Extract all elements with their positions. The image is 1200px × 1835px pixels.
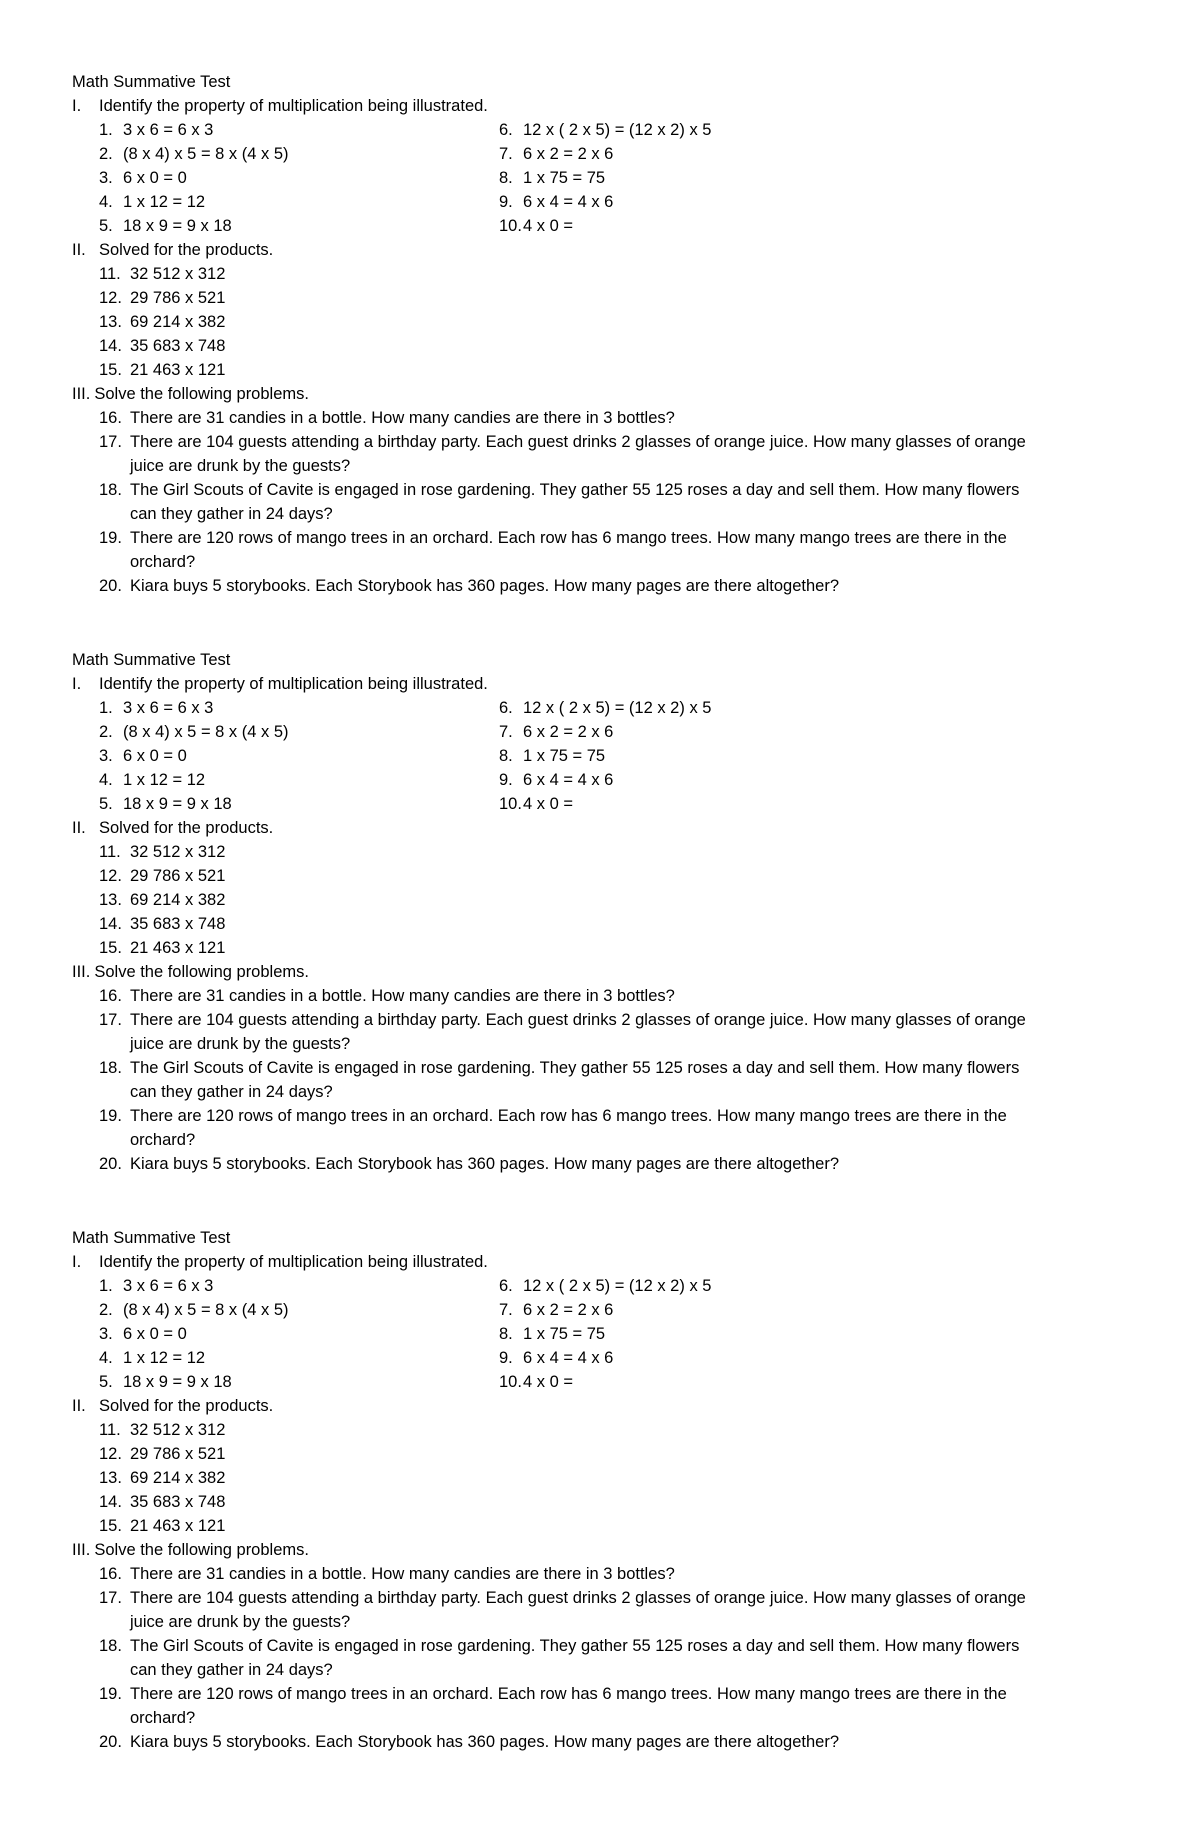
item-number: 17. bbox=[99, 1011, 122, 1029]
list-item bbox=[99, 912, 1072, 936]
list-item bbox=[499, 142, 999, 166]
part-1-right-column bbox=[499, 1274, 999, 1394]
item-number: 5. bbox=[99, 1373, 113, 1391]
item-number: 9. bbox=[499, 193, 513, 211]
part-1-items bbox=[72, 118, 1072, 238]
list-item bbox=[99, 286, 1072, 310]
list-item bbox=[499, 1322, 999, 1346]
part-1-heading bbox=[72, 672, 1072, 696]
item-number: 14. bbox=[99, 915, 122, 933]
list-item bbox=[99, 214, 499, 238]
item-number: 7. bbox=[499, 723, 513, 741]
item-text: 6 x 4 = 4 x 6 bbox=[523, 1349, 614, 1367]
part-1-heading bbox=[72, 1250, 1072, 1274]
list-item bbox=[72, 1056, 1072, 1104]
list-item bbox=[99, 118, 499, 142]
item-text: 18 x 9 = 9 x 18 bbox=[123, 795, 232, 813]
item-text: There are 104 guests attending a birthday party. Each guest drinks 2 glasses of orange juice. How many glasses of orange juice are drunk by the guests? bbox=[130, 1011, 1026, 1053]
item-text: 6 x 0 = 0 bbox=[123, 169, 187, 187]
part-2-heading bbox=[72, 238, 1072, 262]
part-1-numeral: I. bbox=[72, 97, 82, 115]
item-text: 3 x 6 = 6 x 3 bbox=[123, 1277, 214, 1295]
item-text: 12 x ( 2 x 5) = (12 x 2) x 5 bbox=[523, 699, 712, 717]
part-1-heading bbox=[72, 94, 1072, 118]
item-number: 9. bbox=[499, 771, 513, 789]
list-item bbox=[99, 1274, 499, 1298]
item-text: 1 x 12 = 12 bbox=[123, 193, 206, 211]
list-item bbox=[99, 1370, 499, 1394]
item-text: (8 x 4) x 5 = 8 x (4 x 5) bbox=[123, 723, 289, 741]
item-text: 35 683 x 748 bbox=[130, 915, 226, 933]
item-number: 16. bbox=[99, 409, 122, 427]
part-1-heading-text: Identify the property of multiplication being illustrated. bbox=[99, 675, 488, 693]
part-3-items bbox=[72, 1562, 1072, 1754]
item-number: 15. bbox=[99, 1517, 122, 1535]
item-number: 5. bbox=[99, 217, 113, 235]
part-2-numeral: II. bbox=[72, 819, 86, 837]
part-3-heading-text: Solve the following problems. bbox=[94, 385, 309, 403]
item-text: 6 x 4 = 4 x 6 bbox=[523, 193, 614, 211]
item-text: 1 x 75 = 75 bbox=[523, 747, 606, 765]
list-item bbox=[99, 1298, 499, 1322]
part-1-left-column bbox=[99, 1274, 499, 1394]
item-text: 12 x ( 2 x 5) = (12 x 2) x 5 bbox=[523, 121, 712, 139]
item-number: 14. bbox=[99, 1493, 122, 1511]
item-text: 32 512 x 312 bbox=[130, 265, 226, 283]
item-text: There are 31 candies in a bottle. How many candies are there in 3 bottles? bbox=[130, 1565, 675, 1583]
list-item bbox=[499, 1346, 999, 1370]
item-text: (8 x 4) x 5 = 8 x (4 x 5) bbox=[123, 145, 289, 163]
item-text: 12 x ( 2 x 5) = (12 x 2) x 5 bbox=[523, 1277, 712, 1295]
list-item bbox=[499, 118, 999, 142]
part-2-heading bbox=[72, 816, 1072, 840]
item-number: 9. bbox=[499, 1349, 513, 1367]
item-text: 6 x 2 = 2 x 6 bbox=[523, 1301, 614, 1319]
item-text: The Girl Scouts of Cavite is engaged in rose gardening. They gather 55 125 roses a day and sell them. How many flowers can they gather in 24 days? bbox=[130, 1059, 1020, 1101]
item-text: 29 786 x 521 bbox=[130, 867, 226, 885]
item-text: 3 x 6 = 6 x 3 bbox=[123, 121, 214, 139]
list-item bbox=[99, 1346, 499, 1370]
item-text: 69 214 x 382 bbox=[130, 313, 226, 331]
part-3-heading bbox=[72, 382, 1072, 406]
item-text: There are 120 rows of mango trees in an orchard. Each row has 6 mango trees. How many mango trees are there in the orchard? bbox=[130, 1685, 1007, 1727]
item-text: 1 x 75 = 75 bbox=[523, 169, 606, 187]
item-number: 11. bbox=[99, 265, 121, 283]
item-number: 11. bbox=[99, 843, 121, 861]
item-number: 20. bbox=[99, 1733, 122, 1751]
item-number: 20. bbox=[99, 577, 122, 595]
list-item bbox=[72, 526, 1072, 574]
item-text: 1 x 12 = 12 bbox=[123, 771, 206, 789]
item-number: 6. bbox=[499, 121, 513, 139]
part-2-items bbox=[72, 1418, 1072, 1538]
item-number: 6. bbox=[499, 1277, 513, 1295]
item-number: 1. bbox=[99, 121, 113, 139]
part-2-heading bbox=[72, 1394, 1072, 1418]
list-item bbox=[99, 840, 1072, 864]
part-1-numeral: I. bbox=[72, 1253, 82, 1271]
item-number: 3. bbox=[99, 747, 113, 765]
part-2-heading-text: Solved for the products. bbox=[99, 241, 274, 259]
item-text: 69 214 x 382 bbox=[130, 891, 226, 909]
item-text: The Girl Scouts of Cavite is engaged in rose gardening. They gather 55 125 roses a day and sell them. How many flowers can they gather in 24 days? bbox=[130, 481, 1020, 523]
item-number: 11. bbox=[99, 1421, 121, 1439]
item-text: 6 x 0 = 0 bbox=[123, 747, 187, 765]
part-1-heading-text: Identify the property of multiplication being illustrated. bbox=[99, 1253, 488, 1271]
item-text: 21 463 x 121 bbox=[130, 361, 226, 379]
item-text: 6 x 2 = 2 x 6 bbox=[523, 723, 614, 741]
part-1-items bbox=[72, 1274, 1072, 1394]
item-number: 8. bbox=[499, 1325, 513, 1343]
item-number: 3. bbox=[99, 169, 113, 187]
item-number: 7. bbox=[499, 145, 513, 163]
list-item bbox=[99, 936, 1072, 960]
list-item bbox=[99, 310, 1072, 334]
list-item bbox=[99, 1418, 1072, 1442]
test-title: Math Summative Test bbox=[72, 1229, 231, 1247]
list-item bbox=[99, 142, 499, 166]
list-item bbox=[99, 696, 499, 720]
list-item bbox=[499, 1298, 999, 1322]
part-3-heading-text: Solve the following problems. bbox=[94, 1541, 309, 1559]
list-item bbox=[499, 696, 999, 720]
item-number: 19. bbox=[99, 529, 122, 547]
item-number: 2. bbox=[99, 145, 113, 163]
list-item bbox=[72, 478, 1072, 526]
list-item bbox=[99, 190, 499, 214]
item-text: 1 x 12 = 12 bbox=[123, 1349, 206, 1367]
item-text: Kiara buys 5 storybooks. Each Storybook has 360 pages. How many pages are there altogether? bbox=[130, 1733, 840, 1751]
item-number: 4. bbox=[99, 771, 113, 789]
part-1-right-column bbox=[499, 118, 999, 238]
list-item bbox=[72, 406, 1072, 430]
test-title: Math Summative Test bbox=[72, 651, 231, 669]
list-item bbox=[99, 166, 499, 190]
item-text: 35 683 x 748 bbox=[130, 1493, 226, 1511]
item-text: 4 x 0 = bbox=[523, 217, 573, 235]
summative-test-copy-3 bbox=[72, 1226, 1072, 1754]
part-3-items bbox=[72, 984, 1072, 1176]
list-item bbox=[99, 334, 1072, 358]
item-text: 32 512 x 312 bbox=[130, 843, 226, 861]
part-2-items bbox=[72, 262, 1072, 382]
part-1-left-column bbox=[99, 696, 499, 816]
item-number: 2. bbox=[99, 723, 113, 741]
item-number: 13. bbox=[99, 1469, 122, 1487]
list-item bbox=[499, 768, 999, 792]
item-number: 3. bbox=[99, 1325, 113, 1343]
item-text: 6 x 0 = 0 bbox=[123, 1325, 187, 1343]
item-number: 4. bbox=[99, 1349, 113, 1367]
list-item bbox=[499, 1370, 999, 1394]
item-number: 8. bbox=[499, 747, 513, 765]
list-item bbox=[99, 1466, 1072, 1490]
part-1-left-column bbox=[99, 118, 499, 238]
list-item bbox=[499, 792, 999, 816]
list-item bbox=[99, 1514, 1072, 1538]
item-text: There are 120 rows of mango trees in an orchard. Each row has 6 mango trees. How many mango trees are there in the orchard? bbox=[130, 1107, 1007, 1149]
list-item bbox=[499, 720, 999, 744]
list-item bbox=[99, 744, 499, 768]
item-text: 69 214 x 382 bbox=[130, 1469, 226, 1487]
item-number: 10. bbox=[499, 795, 522, 813]
part-2-items bbox=[72, 840, 1072, 960]
item-number: 12. bbox=[99, 289, 122, 307]
item-text: 29 786 x 521 bbox=[130, 289, 226, 307]
summative-test-copy-1 bbox=[72, 70, 1072, 598]
item-text: 21 463 x 121 bbox=[130, 1517, 226, 1535]
item-number: 6. bbox=[499, 699, 513, 717]
item-text: Kiara buys 5 storybooks. Each Storybook has 360 pages. How many pages are there altogether? bbox=[130, 1155, 840, 1173]
item-number: 8. bbox=[499, 169, 513, 187]
item-number: 16. bbox=[99, 987, 122, 1005]
list-item bbox=[99, 1322, 499, 1346]
item-number: 16. bbox=[99, 1565, 122, 1583]
list-item bbox=[99, 1442, 1072, 1466]
item-number: 17. bbox=[99, 1589, 122, 1607]
item-text: 21 463 x 121 bbox=[130, 939, 226, 957]
item-text: 32 512 x 312 bbox=[130, 1421, 226, 1439]
list-item bbox=[72, 574, 1072, 598]
test-title: Math Summative Test bbox=[72, 73, 231, 91]
part-2-heading-text: Solved for the products. bbox=[99, 819, 274, 837]
list-item bbox=[72, 1682, 1072, 1730]
item-text: 29 786 x 521 bbox=[130, 1445, 226, 1463]
list-item bbox=[99, 358, 1072, 382]
item-text: (8 x 4) x 5 = 8 x (4 x 5) bbox=[123, 1301, 289, 1319]
item-number: 15. bbox=[99, 939, 122, 957]
item-text: Kiara buys 5 storybooks. Each Storybook has 360 pages. How many pages are there altogether? bbox=[130, 577, 840, 595]
part-3-items bbox=[72, 406, 1072, 598]
list-item bbox=[99, 1490, 1072, 1514]
item-number: 1. bbox=[99, 699, 113, 717]
item-text: There are 104 guests attending a birthday party. Each guest drinks 2 glasses of orange juice. How many glasses of orange juice are drunk by the guests? bbox=[130, 1589, 1026, 1631]
part-1-right-column bbox=[499, 696, 999, 816]
list-item bbox=[72, 1008, 1072, 1056]
item-number: 13. bbox=[99, 891, 122, 909]
list-item bbox=[72, 1634, 1072, 1682]
item-number: 18. bbox=[99, 481, 122, 499]
list-item bbox=[499, 1274, 999, 1298]
item-number: 10. bbox=[499, 217, 522, 235]
item-number: 1. bbox=[99, 1277, 113, 1295]
list-item bbox=[99, 888, 1072, 912]
part-3-heading bbox=[72, 1538, 1072, 1562]
part-3-heading-text: Solve the following problems. bbox=[94, 963, 309, 981]
part-2-heading-text: Solved for the products. bbox=[99, 1397, 274, 1415]
item-text: 3 x 6 = 6 x 3 bbox=[123, 699, 214, 717]
list-item bbox=[99, 864, 1072, 888]
item-number: 19. bbox=[99, 1107, 122, 1125]
item-text: There are 31 candies in a bottle. How many candies are there in 3 bottles? bbox=[130, 987, 675, 1005]
item-number: 18. bbox=[99, 1059, 122, 1077]
item-text: 18 x 9 = 9 x 18 bbox=[123, 217, 232, 235]
item-number: 4. bbox=[99, 193, 113, 211]
part-2-numeral: II. bbox=[72, 1397, 86, 1415]
item-text: 6 x 4 = 4 x 6 bbox=[523, 771, 614, 789]
item-text: There are 104 guests attending a birthday party. Each guest drinks 2 glasses of orange juice. How many glasses of orange juice are drunk by the guests? bbox=[130, 433, 1026, 475]
list-item bbox=[72, 1586, 1072, 1634]
summative-test-copy-2 bbox=[72, 648, 1072, 1176]
item-text: The Girl Scouts of Cavite is engaged in rose gardening. They gather 55 125 roses a day and sell them. How many flowers can they gather in 24 days? bbox=[130, 1637, 1020, 1679]
list-item bbox=[72, 1152, 1072, 1176]
item-text: 18 x 9 = 9 x 18 bbox=[123, 1373, 232, 1391]
item-text: There are 120 rows of mango trees in an orchard. Each row has 6 mango trees. How many mango trees are there in the orchard? bbox=[130, 529, 1007, 571]
item-text: There are 31 candies in a bottle. How many candies are there in 3 bottles? bbox=[130, 409, 675, 427]
item-number: 15. bbox=[99, 361, 122, 379]
item-text: 6 x 2 = 2 x 6 bbox=[523, 145, 614, 163]
list-item bbox=[99, 262, 1072, 286]
item-text: 35 683 x 748 bbox=[130, 337, 226, 355]
part-3-heading bbox=[72, 960, 1072, 984]
item-number: 12. bbox=[99, 1445, 122, 1463]
item-number: 12. bbox=[99, 867, 122, 885]
list-item bbox=[99, 768, 499, 792]
item-number: 14. bbox=[99, 337, 122, 355]
part-1-items bbox=[72, 696, 1072, 816]
list-item bbox=[72, 1730, 1072, 1754]
item-text: 1 x 75 = 75 bbox=[523, 1325, 606, 1343]
part-3-numeral: III. bbox=[72, 385, 91, 403]
item-text: 4 x 0 = bbox=[523, 1373, 573, 1391]
item-number: 2. bbox=[99, 1301, 113, 1319]
list-item bbox=[72, 1562, 1072, 1586]
item-number: 17. bbox=[99, 433, 122, 451]
list-item bbox=[72, 1104, 1072, 1152]
part-1-heading-text: Identify the property of multiplication being illustrated. bbox=[99, 97, 488, 115]
item-number: 7. bbox=[499, 1301, 513, 1319]
item-number: 13. bbox=[99, 313, 122, 331]
item-number: 20. bbox=[99, 1155, 122, 1173]
list-item bbox=[499, 190, 999, 214]
list-item bbox=[499, 744, 999, 768]
list-item bbox=[499, 166, 999, 190]
part-3-numeral: III. bbox=[72, 963, 91, 981]
list-item bbox=[72, 984, 1072, 1008]
item-number: 5. bbox=[99, 795, 113, 813]
item-number: 10. bbox=[499, 1373, 522, 1391]
part-2-numeral: II. bbox=[72, 241, 86, 259]
list-item bbox=[72, 430, 1072, 478]
item-text: 4 x 0 = bbox=[523, 795, 573, 813]
list-item bbox=[499, 214, 999, 238]
part-1-numeral: I. bbox=[72, 675, 82, 693]
part-3-numeral: III. bbox=[72, 1541, 91, 1559]
item-number: 19. bbox=[99, 1685, 122, 1703]
list-item bbox=[99, 720, 499, 744]
item-number: 18. bbox=[99, 1637, 122, 1655]
list-item bbox=[99, 792, 499, 816]
